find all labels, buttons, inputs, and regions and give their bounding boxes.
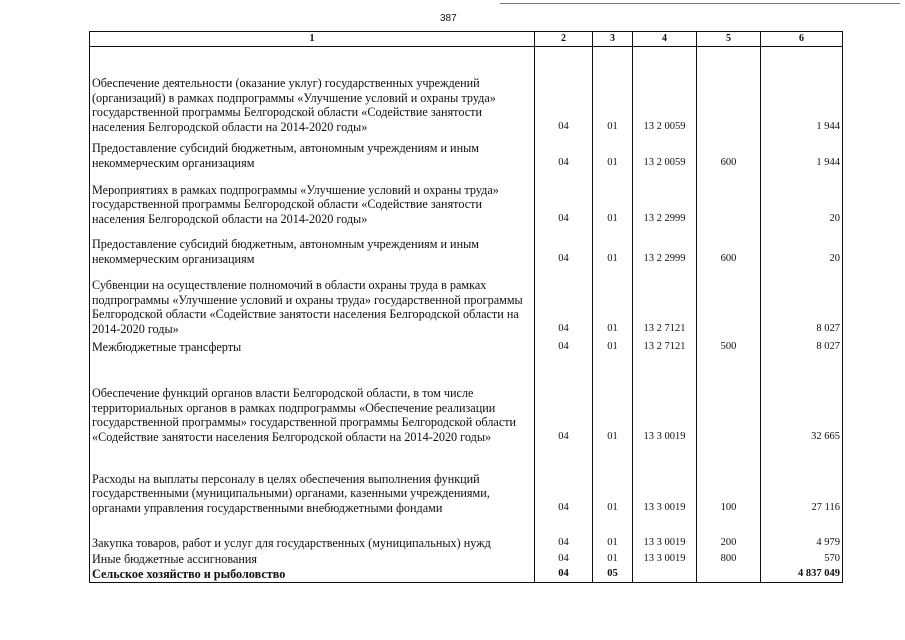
table-row — [90, 551, 843, 567]
row-pr: 01 — [593, 355, 633, 445]
row-sum: 8 027 — [761, 337, 843, 355]
row-csr: 13 3 0019 — [633, 355, 697, 445]
row-name: Субвенции на осуществление полномочий в области охраны труда в рамках подпрограммы «Улучшение условий и охраны труда» государственной программы Белгородской области «Содействие занятости населения Белгородской области на 2014-2020 годы» — [90, 267, 535, 337]
row-vr — [697, 47, 761, 135]
row-csr: 13 2 0059 — [633, 47, 697, 135]
row-vr: 200 — [697, 516, 761, 551]
row-sum: 8 027 — [761, 267, 843, 337]
row-pr: 01 — [593, 445, 633, 516]
row-name: Расходы на выплаты персоналу в целях обеспечения выполнения функций государственными (муниципальными) органами, казенными учреждениями, органами управления государственными внебюджетными фондами — [90, 445, 535, 516]
header-col-5: 5 — [697, 32, 761, 47]
row-rz: 04 — [535, 551, 593, 567]
row-csr: 13 3 0019 — [633, 516, 697, 551]
row-pr: 01 — [593, 337, 633, 355]
row-csr: 13 2 2999 — [633, 171, 697, 227]
row-vr: 500 — [697, 337, 761, 355]
budget-table — [89, 31, 843, 583]
row-csr: 13 3 0019 — [633, 445, 697, 516]
row-pr: 05 — [593, 567, 633, 583]
header-row — [90, 32, 843, 47]
table-row-total — [90, 567, 843, 583]
row-vr: 600 — [697, 227, 761, 267]
row-rz: 04 — [535, 567, 593, 583]
row-sum: 32 665 — [761, 355, 843, 445]
row-name: Обеспечение функций органов власти Белгородской области, в том числе территориальных органов в рамках подпрограммы «Обеспечение реализации государственной программы» государственной программы Белгородской области «Содействие занятости населения Белгородской области на 2014-2020 годы» — [90, 355, 535, 445]
row-rz: 04 — [535, 516, 593, 551]
row-vr: 100 — [697, 445, 761, 516]
row-csr: 13 2 2999 — [633, 227, 697, 267]
row-name: Закупка товаров, работ и услуг для государственных (муниципальных) нужд — [90, 516, 535, 551]
row-name: Межбюджетные трансферты — [90, 337, 535, 355]
row-rz: 04 — [535, 135, 593, 171]
table-row — [90, 445, 843, 516]
header-col-3: 3 — [593, 32, 633, 47]
row-vr: 600 — [697, 135, 761, 171]
row-name: Предоставление субсидий бюджетным, автономным учреждениям и иным некоммерческим организациям — [90, 135, 535, 171]
row-pr: 01 — [593, 551, 633, 567]
row-pr: 01 — [593, 516, 633, 551]
row-name: Мероприятиях в рамках подпрограммы «Улучшение условий и охраны труда» государственной программы Белгородской области «Содействие занятости населения Белгородской области на 2014-2020 годы» — [90, 171, 535, 227]
row-csr: 13 2 7121 — [633, 267, 697, 337]
table-row — [90, 516, 843, 551]
header-col-2: 2 — [535, 32, 593, 47]
table-row — [90, 135, 843, 171]
header-col-1: 1 — [90, 32, 535, 47]
row-sum: 1 944 — [761, 47, 843, 135]
row-pr: 01 — [593, 171, 633, 227]
row-name: Сельское хозяйство и рыболовство — [90, 567, 535, 583]
row-rz: 04 — [535, 171, 593, 227]
row-sum: 20 — [761, 227, 843, 267]
table-row — [90, 267, 843, 337]
row-vr: 800 — [697, 551, 761, 567]
row-csr: 13 2 7121 — [633, 337, 697, 355]
row-rz: 04 — [535, 355, 593, 445]
row-pr: 01 — [593, 227, 633, 267]
row-name: Иные бюджетные ассигнования — [90, 551, 535, 567]
row-vr — [697, 567, 761, 583]
row-vr — [697, 267, 761, 337]
table-row — [90, 47, 843, 135]
table-row — [90, 171, 843, 227]
row-rz: 04 — [535, 47, 593, 135]
table-row — [90, 337, 843, 355]
row-csr: 13 3 0019 — [633, 551, 697, 567]
row-csr — [633, 567, 697, 583]
row-vr — [697, 171, 761, 227]
row-sum: 570 — [761, 551, 843, 567]
row-name: Предоставление субсидий бюджетным, автономным учреждениям и иным некоммерческим организациям — [90, 227, 535, 267]
header-col-6: 6 — [761, 32, 843, 47]
table-row — [90, 227, 843, 267]
row-csr: 13 2 0059 — [633, 135, 697, 171]
row-pr: 01 — [593, 267, 633, 337]
row-sum: 1 944 — [761, 135, 843, 171]
page-number: 387 — [440, 13, 457, 24]
row-sum: 4 837 049 — [761, 567, 843, 583]
row-rz: 04 — [535, 267, 593, 337]
row-pr: 01 — [593, 135, 633, 171]
row-rz: 04 — [535, 227, 593, 267]
row-rz: 04 — [535, 445, 593, 516]
table-row — [90, 355, 843, 445]
row-sum: 27 116 — [761, 445, 843, 516]
row-pr: 01 — [593, 47, 633, 135]
row-sum: 20 — [761, 171, 843, 227]
top-rule — [500, 3, 900, 4]
row-rz: 04 — [535, 337, 593, 355]
row-name: Обеспечение деятельности (оказание уклуг) государственных учреждений (организаций) в рамках подпрограммы «Улучшение условий и охраны труда» государственной программы Белгородской области «Содействие занятости населения Белгородской области на 2014-2020 годы» — [90, 47, 535, 135]
row-vr — [697, 355, 761, 445]
row-sum: 4 979 — [761, 516, 843, 551]
header-col-4: 4 — [633, 32, 697, 47]
